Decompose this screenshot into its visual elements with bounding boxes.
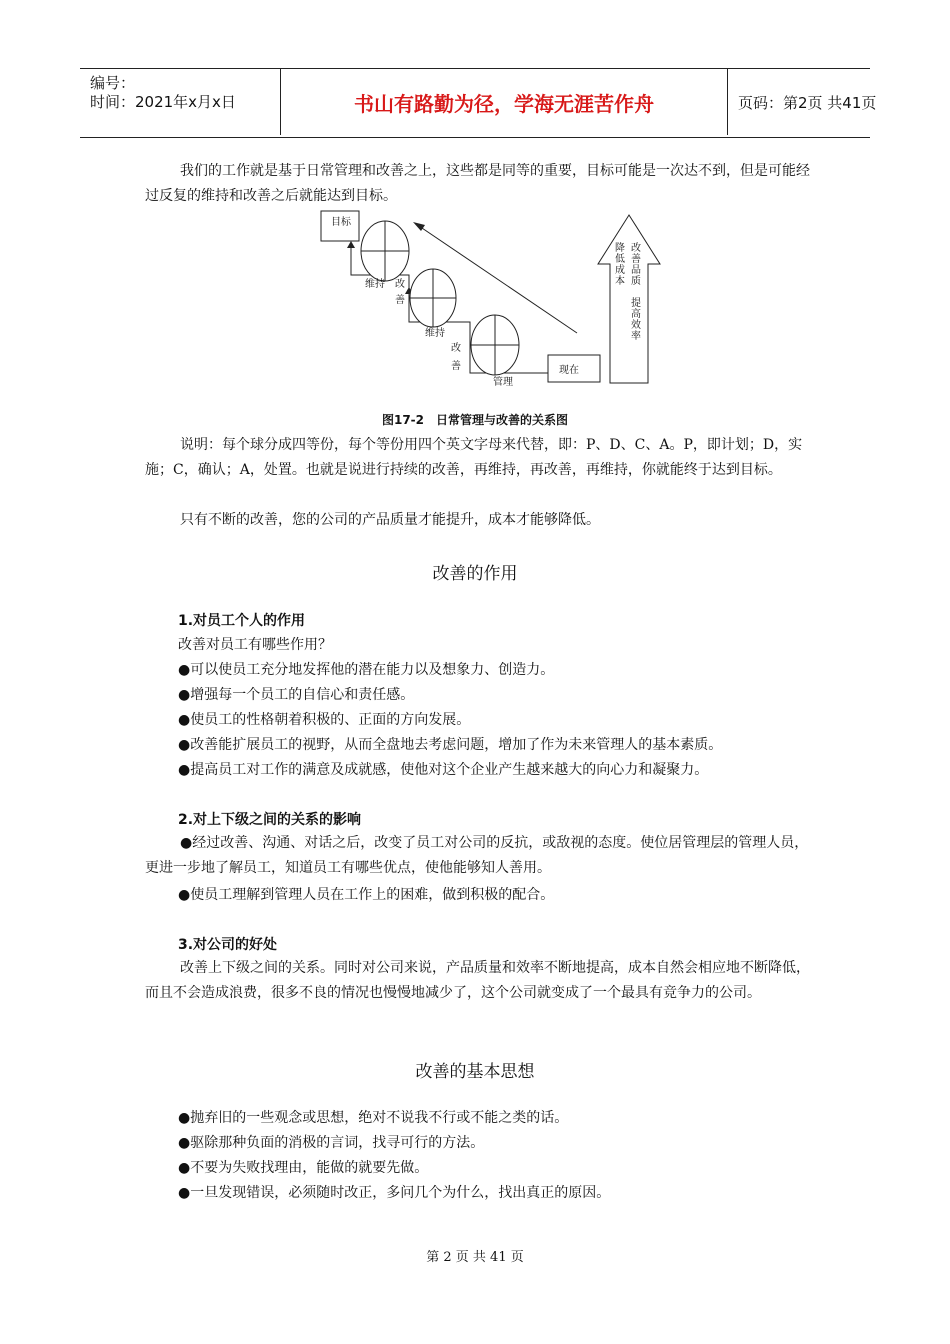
big-up-arrow	[598, 215, 660, 383]
improve-label: 改	[395, 279, 405, 290]
subsection-title: 2.对上下级之间的关系的影响	[178, 812, 362, 828]
bullet-item: ●一旦发现错误，必须随时改正，多问几个为什么，找出真正的原因。	[178, 1185, 611, 1201]
arrow-vertical-char: 低	[615, 254, 625, 265]
goal-label: 目标	[331, 217, 351, 228]
subsection-title: 1.对员工个人的作用	[178, 613, 306, 629]
diagonal-arrow-icon	[413, 222, 425, 231]
management-label: 管理	[493, 377, 513, 388]
section-title: 改善的基本思想	[415, 1062, 535, 1082]
conclusion-paragraph: 只有不断的改善，您的公司的产品质量才能提升，成本才能够降低。	[180, 512, 600, 528]
maintain-label: 维持	[425, 328, 445, 339]
bullet-item: ●抛弃旧的一些观念或思想，绝对不说我不行或不能之类的话。	[178, 1110, 569, 1126]
pdca-circle-2	[410, 269, 456, 327]
maintain-label: 维持	[365, 279, 385, 290]
arrow-vertical-char: 改	[631, 243, 641, 254]
header-motto: 书山有路勤为径，学海无涯苦作舟	[280, 69, 728, 135]
management-improvement-diagram	[315, 208, 675, 388]
figure-caption: 图17-2 日常管理与改善的关系图	[381, 413, 569, 427]
bullet-item: ●使员工理解到管理人员在工作上的困难，做到积极的配合。	[178, 887, 555, 903]
current-label: 现在	[559, 365, 579, 376]
date-label: 时间：2021年x月x日	[90, 93, 236, 111]
arrow-vertical-char: 成	[615, 265, 625, 276]
up-arrow-icon	[347, 241, 355, 248]
arrow-vertical-char: 提	[631, 298, 641, 309]
question-text: 改善对员工有哪些作用？	[178, 637, 332, 653]
arrow-vertical-char: 品	[631, 265, 641, 276]
bullet-item: ●不要为失败找理由，能做的就要先做。	[178, 1160, 429, 1176]
bullet-item: ●使员工的性格朝着积极的、正面的方向发展。	[178, 712, 471, 728]
page-footer: 第 2 页 共 41 页	[426, 1250, 524, 1265]
arrow-vertical-char: 本	[615, 276, 625, 287]
intro-paragraph: 我们的工作就是基于日常管理和改善之上，这些都是同等的重要，目标可能是一次达不到，但是可能经过反复的维持和改善之后就能达到目标。	[145, 163, 810, 204]
bullet-item: ●提高员工对工作的满意及成就感，使他对这个企业产生越来越大的向心力和凝聚力。	[178, 762, 709, 778]
pdca-circle-1	[361, 221, 409, 281]
improve-label: 善	[451, 361, 461, 372]
arrow-vertical-char: 质	[631, 276, 641, 287]
arrow-vertical-char: 高	[631, 309, 641, 320]
improve-label: 善	[395, 295, 405, 306]
header-meta	[80, 69, 280, 137]
bullet-item: ●增强每一个员工的自信心和责任感。	[178, 687, 415, 703]
arrow-vertical-char: 降	[615, 243, 625, 254]
pdca-circle-3	[471, 315, 519, 375]
paragraph: ●经过改善、沟通、对话之后，改变了员工对公司的反抗，或敌视的态度。使位居管理层的管理人员，更进一步地了解员工，知道员工有哪些优点，使他能够知人善用。	[145, 835, 809, 876]
header-page-info: 页码：第2页 共41页	[738, 93, 877, 112]
section-title: 改善的作用	[432, 564, 518, 584]
number-label: 编号：	[90, 74, 136, 92]
bullet-item: ●改善能扩展员工的视野，从而全盘地去考虑问题，增加了作为未来管理人的基本素质。	[178, 737, 723, 753]
bullet-item: ●驱除那种负面的消极的言词，找寻可行的方法。	[178, 1135, 485, 1151]
subsection-title: 3.对公司的好处	[178, 937, 278, 953]
explanation-paragraph: 说明：每个球分成四等份，每个等份用四个英文字母来代替，即：P、D、C、A。P，即计划；D，实施；C，确认；A，处置。也就是说进行持续的改善，再维持，再改善，再维持，你就能终于达到目标。	[145, 437, 803, 478]
improve-label: 改	[451, 343, 461, 354]
paragraph: 改善上下级之间的关系。同时对公司来说，产品质量和效率不断地提高，成本自然会相应地不断降低，而且不会造成浪费，很多不良的情况也慢慢地减少了，这个公司就变成了一个最具有竞争力的公司。	[145, 960, 810, 1001]
arrow-left-text	[615, 241, 625, 287]
page-header	[80, 68, 877, 138]
arrow-vertical-char: 率	[631, 331, 641, 342]
arrow-vertical-char: 善	[631, 254, 641, 265]
bullet-item: ●可以使员工充分地发挥他的潜在能力以及想象力、创造力。	[178, 662, 555, 678]
arrow-vertical-char: 效	[631, 320, 641, 331]
